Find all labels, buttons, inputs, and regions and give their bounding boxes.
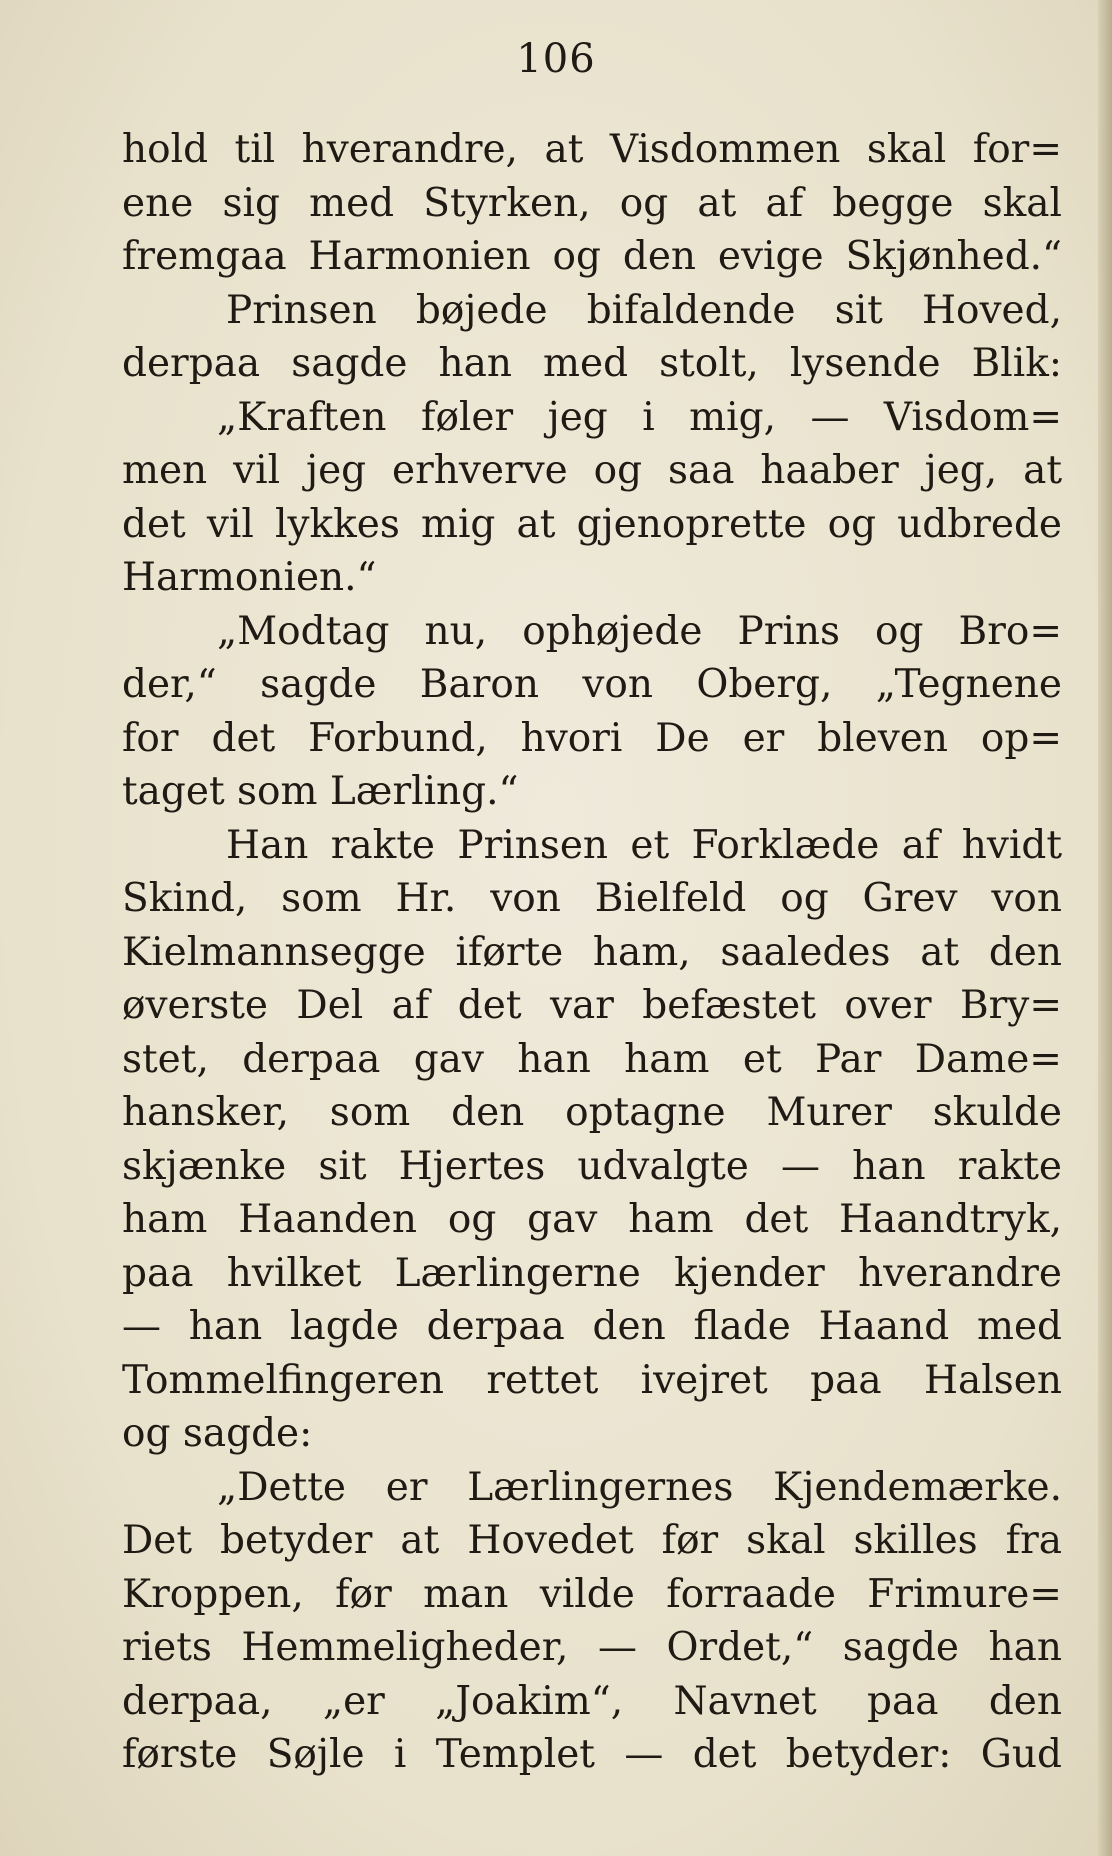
text-line: Skind, som Hr. von Bielfeld og Grev von bbox=[122, 876, 1062, 921]
text-line: Tommelfingeren rettet ivejret paa Halsen bbox=[122, 1357, 1062, 1403]
text-line: skjænke sit Hjertes udvalgte — han rakte bbox=[122, 1143, 1062, 1189]
page-edge bbox=[1098, 0, 1112, 1856]
text-line: riets Hemmeligheder, — Ordet,“ sagde han bbox=[122, 1625, 1062, 1670]
text-line: Det betyder at Hovedet før skal skilles fra bbox=[122, 1518, 1062, 1563]
text-line: derpaa, „er „Joakim“, Navnet paa den bbox=[122, 1678, 1062, 1724]
text-line: Kroppen, før man vilde forraade Frimure= bbox=[122, 1571, 1062, 1617]
text-line: hold til hverandre, at Visdommen skal for= bbox=[122, 127, 1062, 172]
text-line: Prinsen bøjede bifaldende sit Hoved, bbox=[226, 287, 1062, 333]
text-line: ham Haanden og gav ham det Haandtryk, bbox=[122, 1197, 1062, 1242]
text-line: derpaa sagde han med stolt, lysende Blik: bbox=[122, 341, 1062, 386]
text-line: paa hvilket Lærlingerne kjender hverandre bbox=[122, 1250, 1062, 1296]
text-line: „Dette er Lærlingernes Kjendemærke. bbox=[217, 1464, 1062, 1510]
text-line: Kielmannsegge iførte ham, saaledes at den bbox=[122, 929, 1062, 975]
text-line: Harmonien.“ bbox=[122, 555, 377, 600]
text-line: men vil jeg erhverve og saa haaber jeg, at bbox=[122, 448, 1062, 493]
text-line: taget som Lærling.“ bbox=[122, 769, 519, 814]
text-line: „Modtag nu, ophøjede Prins og Bro= bbox=[217, 608, 1062, 654]
text-line: — han lagde derpaa den flade Haand med bbox=[122, 1304, 1062, 1349]
text-line: fremgaa Harmonien og den evige Skjønhed.“ bbox=[122, 234, 1062, 279]
text-line: der,“ sagde Baron von Oberg, „Tegnene bbox=[122, 662, 1062, 707]
text-line: første Søjle i Templet — det betyder: Gud bbox=[122, 1732, 1062, 1777]
text-line: og sagde: bbox=[122, 1411, 313, 1456]
page-number: 106 bbox=[516, 36, 596, 82]
text-line: øverste Del af det var befæstet over Bry= bbox=[122, 983, 1062, 1028]
text-line: ene sig med Styrken, og at af begge skal bbox=[122, 180, 1062, 226]
text-line: det vil lykkes mig at gjenoprette og udbrede bbox=[122, 501, 1062, 547]
text-line: Han rakte Prinsen et Forklæde af hvidt bbox=[226, 822, 1062, 868]
body-text bbox=[122, 123, 1062, 1782]
text-line: „Kraften føler jeg i mig, — Visdom= bbox=[217, 394, 1062, 440]
text-line: hansker, som den optagne Murer skulde bbox=[122, 1090, 1062, 1135]
text-line: for det Forbund, hvori De er bleven op= bbox=[122, 715, 1062, 761]
text-line: stet, derpaa gav han ham et Par Dame= bbox=[122, 1036, 1062, 1082]
